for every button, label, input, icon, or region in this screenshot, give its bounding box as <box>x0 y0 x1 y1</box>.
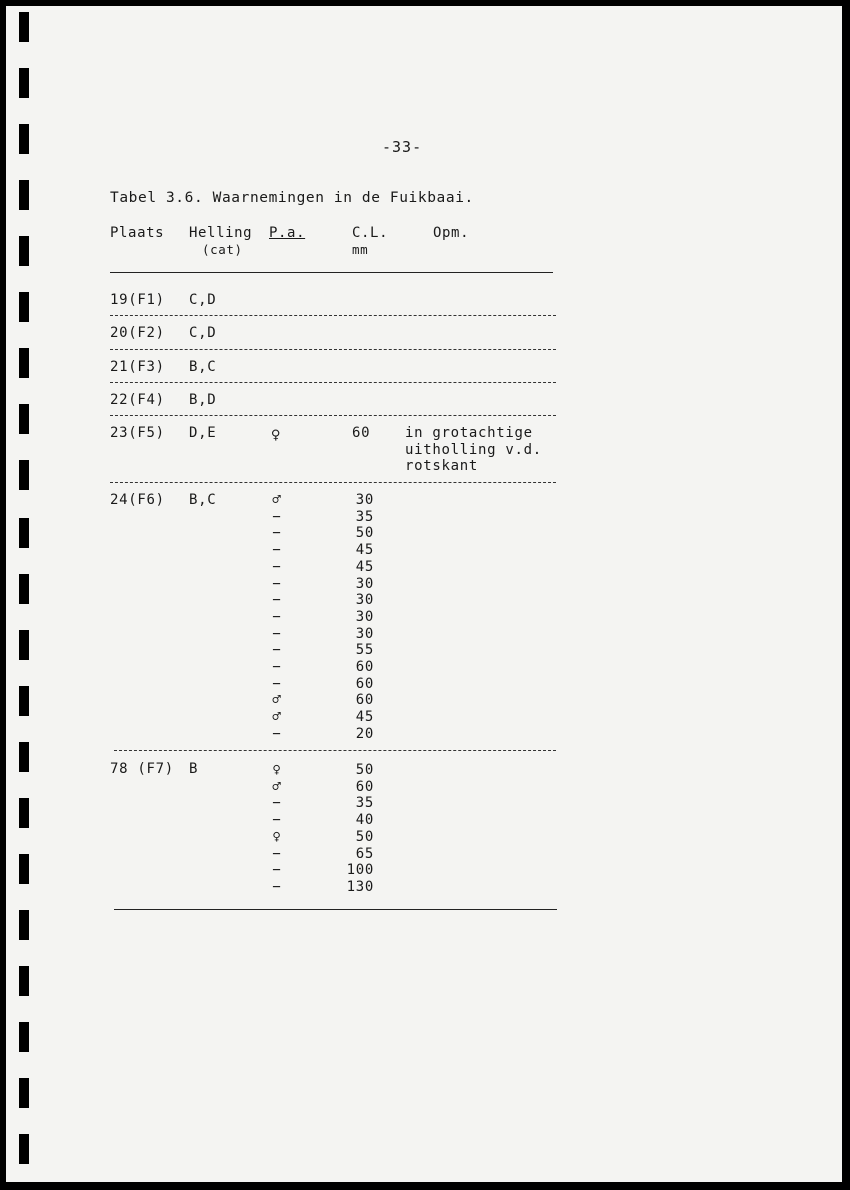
cell-helling: B <box>189 761 199 777</box>
binding-hole <box>19 68 29 98</box>
cell-helling: B,C <box>189 359 217 375</box>
binding-hole <box>19 742 29 772</box>
cell-opm: in grotachtige uitholling v.d. rotskant <box>405 425 542 475</box>
row-separator <box>110 382 556 383</box>
cell-helling: C,D <box>189 325 217 341</box>
binding-hole <box>19 460 29 490</box>
document-page <box>6 6 842 1182</box>
binding-hole <box>19 12 29 42</box>
cell-pa-list: ♂ − − − − − − − − − − − ♂ ♂ − <box>272 492 282 742</box>
cell-plaats: 78 (F7) <box>110 761 174 777</box>
cell-pa-list: ♀ ♂ − − ♀ − − − <box>272 762 282 895</box>
cell-helling: D,E <box>189 425 217 441</box>
header-opm: Opm. <box>433 225 470 241</box>
header-rule <box>110 272 553 273</box>
binding-holes <box>19 0 31 1190</box>
binding-hole <box>19 348 29 378</box>
cell-plaats: 20(F2) <box>110 325 165 341</box>
cell-cl-list: 50 60 35 40 50 65 100 130 <box>346 762 374 895</box>
cell-plaats: 21(F3) <box>110 359 165 375</box>
row-separator <box>110 482 556 483</box>
binding-hole <box>19 798 29 828</box>
page-number: -33- <box>382 138 423 156</box>
cell-helling: C,D <box>189 292 217 308</box>
row-separator <box>110 315 556 316</box>
cell-helling: B,C <box>189 492 217 508</box>
header-pa: P.a. <box>269 225 306 241</box>
cell-plaats: 19(F1) <box>110 292 165 308</box>
header-cl-sub: mm <box>352 242 369 257</box>
header-helling: Helling <box>189 225 253 241</box>
binding-hole <box>19 574 29 604</box>
binding-hole <box>19 966 29 996</box>
binding-hole <box>19 1078 29 1108</box>
binding-hole <box>19 292 29 322</box>
header-helling-sub: (cat) <box>202 242 243 257</box>
cell-pa: ♀ <box>270 425 282 444</box>
row-separator <box>110 349 556 350</box>
cell-cl-list: 30 35 50 45 45 30 30 30 30 55 60 60 60 45 20 <box>355 492 374 742</box>
binding-hole <box>19 686 29 716</box>
cell-plaats: 24(F6) <box>110 492 165 508</box>
binding-hole <box>19 854 29 884</box>
table-bottom-rule <box>114 909 557 910</box>
binding-hole <box>19 180 29 210</box>
table-caption: Tabel 3.6. Waarnemingen in de Fuikbaai. <box>110 190 474 206</box>
binding-hole <box>19 518 29 548</box>
binding-hole <box>19 910 29 940</box>
binding-hole <box>19 1022 29 1052</box>
header-plaats: Plaats <box>110 225 165 241</box>
cell-cl: 60 <box>352 425 371 441</box>
binding-hole <box>19 1134 29 1164</box>
header-cl: C.L. <box>352 225 389 241</box>
binding-hole <box>19 236 29 266</box>
cell-helling: B,D <box>189 392 217 408</box>
cell-plaats: 23(F5) <box>110 425 165 441</box>
row-separator <box>110 415 556 416</box>
cell-plaats: 22(F4) <box>110 392 165 408</box>
binding-hole <box>19 404 29 434</box>
binding-hole <box>19 630 29 660</box>
row-separator <box>114 750 556 751</box>
binding-hole <box>19 124 29 154</box>
